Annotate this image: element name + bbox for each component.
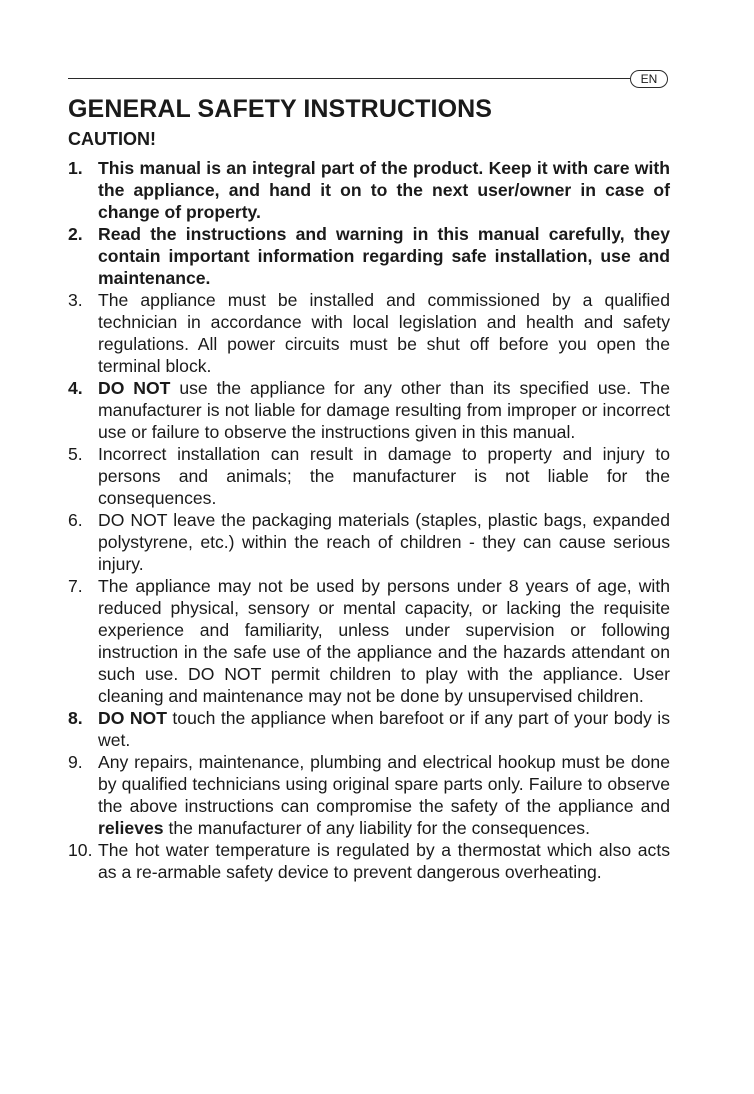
instruction-number: 7.: [68, 576, 83, 596]
instruction-text: Any repairs, maintenance, plumbing and electrical hookup must be done by qualified technicians using original spare parts only. Failure to observe the above instructions can compromise the safety of the appliance and: [98, 752, 670, 816]
instruction-number: 6.: [68, 510, 83, 530]
instruction-text: The appliance may not be used by persons under 8 years of age, with reduced physical, sensory or mental capacity, or lacking the requisite experience and familiarity, unless under supervision or following instruction in the safe use of the appliance and the hazards attendant on such use. DO NOT permit children to play with the appliance. User cleaning and maintenance may not be done by unsupervised children.: [98, 576, 670, 706]
language-badge: EN: [630, 70, 668, 88]
instruction-item-9: [68, 751, 670, 839]
instruction-number: 9.: [68, 752, 83, 772]
instruction-number: 5.: [68, 444, 83, 464]
instruction-number: 4.: [68, 378, 83, 398]
instruction-text: touch the appliance when barefoot or if any part of your body is wet.: [98, 708, 670, 750]
instruction-number: 1.: [68, 158, 83, 178]
instruction-item-10: [68, 839, 670, 883]
instruction-text: the manufacturer of any liability for the consequences.: [163, 818, 590, 838]
instruction-text: Read the instructions and warning in this manual carefully, they contain important information regarding safe installation, use and maintenance.: [98, 224, 670, 288]
instruction-number: 2.: [68, 224, 83, 244]
instruction-item-7: [68, 575, 670, 707]
instruction-item-4: [68, 377, 670, 443]
caution-heading: CAUTION!: [68, 129, 156, 149]
instruction-text: The appliance must be installed and commissioned by a qualified technician in accordance with local legislation and health and safety regulations. All power circuits must be shut off before you open the terminal block.: [98, 290, 670, 376]
instruction-item-5: [68, 443, 670, 509]
instruction-text: DO NOT: [98, 378, 171, 398]
instruction-text: use the appliance for any other than its specified use. The manufacturer is not liable for damage resulting from improper or incorrect use or failure to observe the instructions given in this manual.: [98, 378, 670, 442]
instruction-item-8: [68, 707, 670, 751]
instruction-text: DO NOT leave the packaging materials (staples, plastic bags, expanded polystyrene, etc.) within the reach of children - they can cause serious injury.: [98, 510, 670, 574]
instruction-text: DO NOT: [98, 708, 167, 728]
page-title: GENERAL SAFETY INSTRUCTIONS: [68, 95, 493, 123]
instruction-text: relieves: [98, 818, 164, 838]
instruction-item-6: [68, 509, 670, 575]
instruction-text: Incorrect installation can result in damage to property and injury to persons and animals; the manufacturer is not liable for the consequences.: [98, 444, 670, 508]
instruction-item-3: [68, 289, 670, 377]
instruction-number: 3.: [68, 290, 83, 310]
instruction-number: 8.: [68, 708, 83, 728]
instruction-item-2: [68, 223, 670, 289]
instruction-text: The hot water temperature is regulated by a thermostat which also acts as a re-armable safety device to prevent dangerous overheating.: [98, 840, 670, 882]
instruction-number: 10.: [68, 840, 93, 860]
header-rule: [68, 78, 630, 79]
instruction-text: This manual is an integral part of the product. Keep it with care with the appliance, and hand it on to the next user/owner in case of change of property.: [98, 158, 670, 222]
safety-instructions-list: [68, 157, 670, 883]
instruction-item-1: [68, 157, 670, 223]
